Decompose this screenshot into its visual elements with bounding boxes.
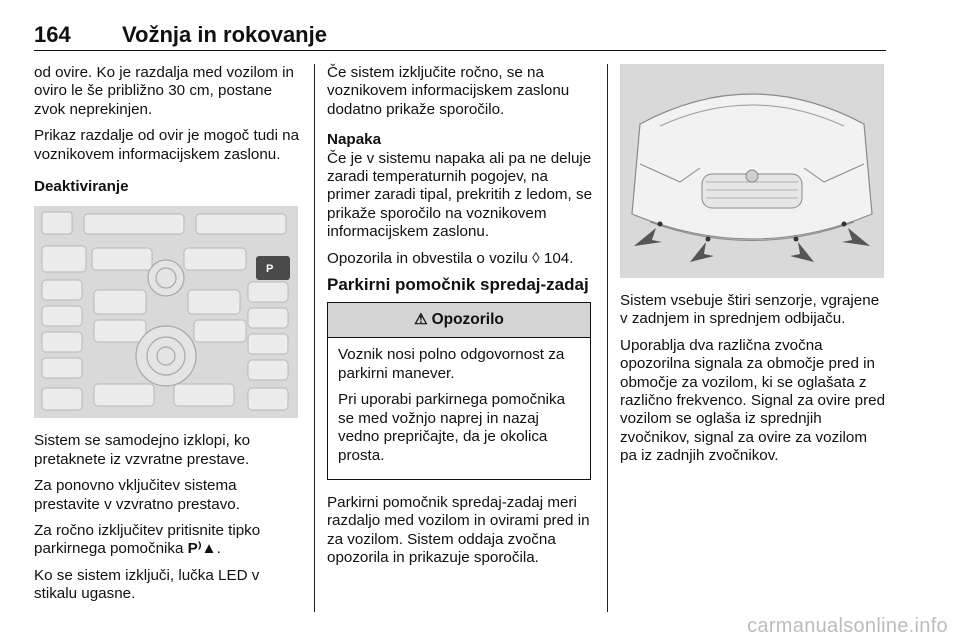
paragraph-text: Opozorila in obvestila o vozilu	[327, 249, 528, 267]
column-2	[327, 64, 595, 576]
warning-header	[328, 303, 590, 338]
page-header	[34, 22, 886, 50]
warning-box	[327, 302, 591, 479]
header-rule	[34, 50, 886, 51]
parking-assist-icon: P⁾▲	[187, 540, 217, 558]
page-number: 164	[34, 22, 71, 47]
column-1	[34, 64, 302, 612]
page-title: Vožnja in rokovanje	[122, 22, 327, 47]
paragraph: od ovire. Ko je razdalja med vozilom in oviro le še približno 30 cm, postane zvok neprekinjen.	[34, 64, 294, 118]
section-heading-deaktiviranje: Deaktiviranje	[34, 178, 129, 196]
paragraph	[34, 522, 302, 559]
warning-paragraph: Voznik nosi polno odgovornost za parkirni manever.	[338, 346, 565, 382]
panel-button-label: P	[266, 263, 274, 276]
paragraph: Sistem vsebuje štiri senzorje, vgrajene v zadnjem in sprednjem odbijaču.	[620, 292, 880, 328]
paragraph: Sistem se samodejno izklopi, ko pretaknete iz vzvratne prestave.	[34, 432, 251, 468]
paragraph: Uporablja dva različna zvočna opozorilna signala za območje pred in območje za vozilom, ki se oglašata z različno frekvenco. Signal za ovire pred vozilom se oglaša iz sprednjih zvočnikov, signal za ovire za vozilom pa iz zadnjih zvočnikov.	[620, 336, 886, 465]
paragraph-text: Za ročno izključitev pritisnite tipko parkirnega pomočnika	[34, 522, 261, 558]
section-heading-parkirni-pomocnik: Parkirni pomočnik spredaj-zadaj	[327, 275, 589, 295]
center-console-illustration	[34, 206, 298, 418]
page-reference-icon: ◊	[532, 249, 540, 267]
paragraph	[327, 250, 595, 268]
subheading-napaka: Napaka	[327, 131, 382, 149]
column-divider	[314, 64, 315, 612]
warning-icon: ⚠	[414, 311, 428, 329]
paragraph-end: .	[216, 540, 221, 558]
paragraph: Če sistem izključite ročno, se na voznikovem informacijskem zaslonu dodatno prikaže sporočilo.	[327, 64, 570, 118]
paragraph: Parkirni pomočnik spredaj-zadaj meri razdaljo med vozilom in ovirami pred in za vozilom. Sistem oddaja zvočna opozorila in prikazuje sporočila.	[327, 493, 590, 567]
page-reference: 104.	[539, 249, 574, 267]
paragraph: Za ponovno vključitev sistema prestavite v vzvratno prestavo.	[34, 477, 240, 513]
paragraph: Prikaz razdalje od ovir je mogoč tudi na voznikovem informacijskem zaslonu.	[34, 127, 300, 163]
watermark: carmanualsonline.info	[747, 615, 948, 637]
column-3	[620, 64, 888, 474]
warning-title: Opozorilo	[431, 311, 504, 329]
warning-body	[328, 338, 590, 478]
paragraph: Ko se sistem izključi, lučka LED v stikalu ugasne.	[34, 566, 260, 603]
warning-paragraph: Pri uporabi parkirnega pomočnika se med vožnjo naprej in nazaj vedno prepričajte, da je okolica prosta.	[338, 391, 566, 464]
paragraph: Če je v sistemu napaka ali pa ne deluje zaradi temperaturnih pogojev, na primer zaradi tipal, prekritih z ledom, se prikaže sporočilo na voznikovem informacijskem zaslonu.	[327, 149, 593, 241]
parking-assist-icon-label: P	[187, 540, 198, 558]
car-front-sensors-illustration	[620, 64, 884, 278]
column-divider	[607, 64, 608, 612]
